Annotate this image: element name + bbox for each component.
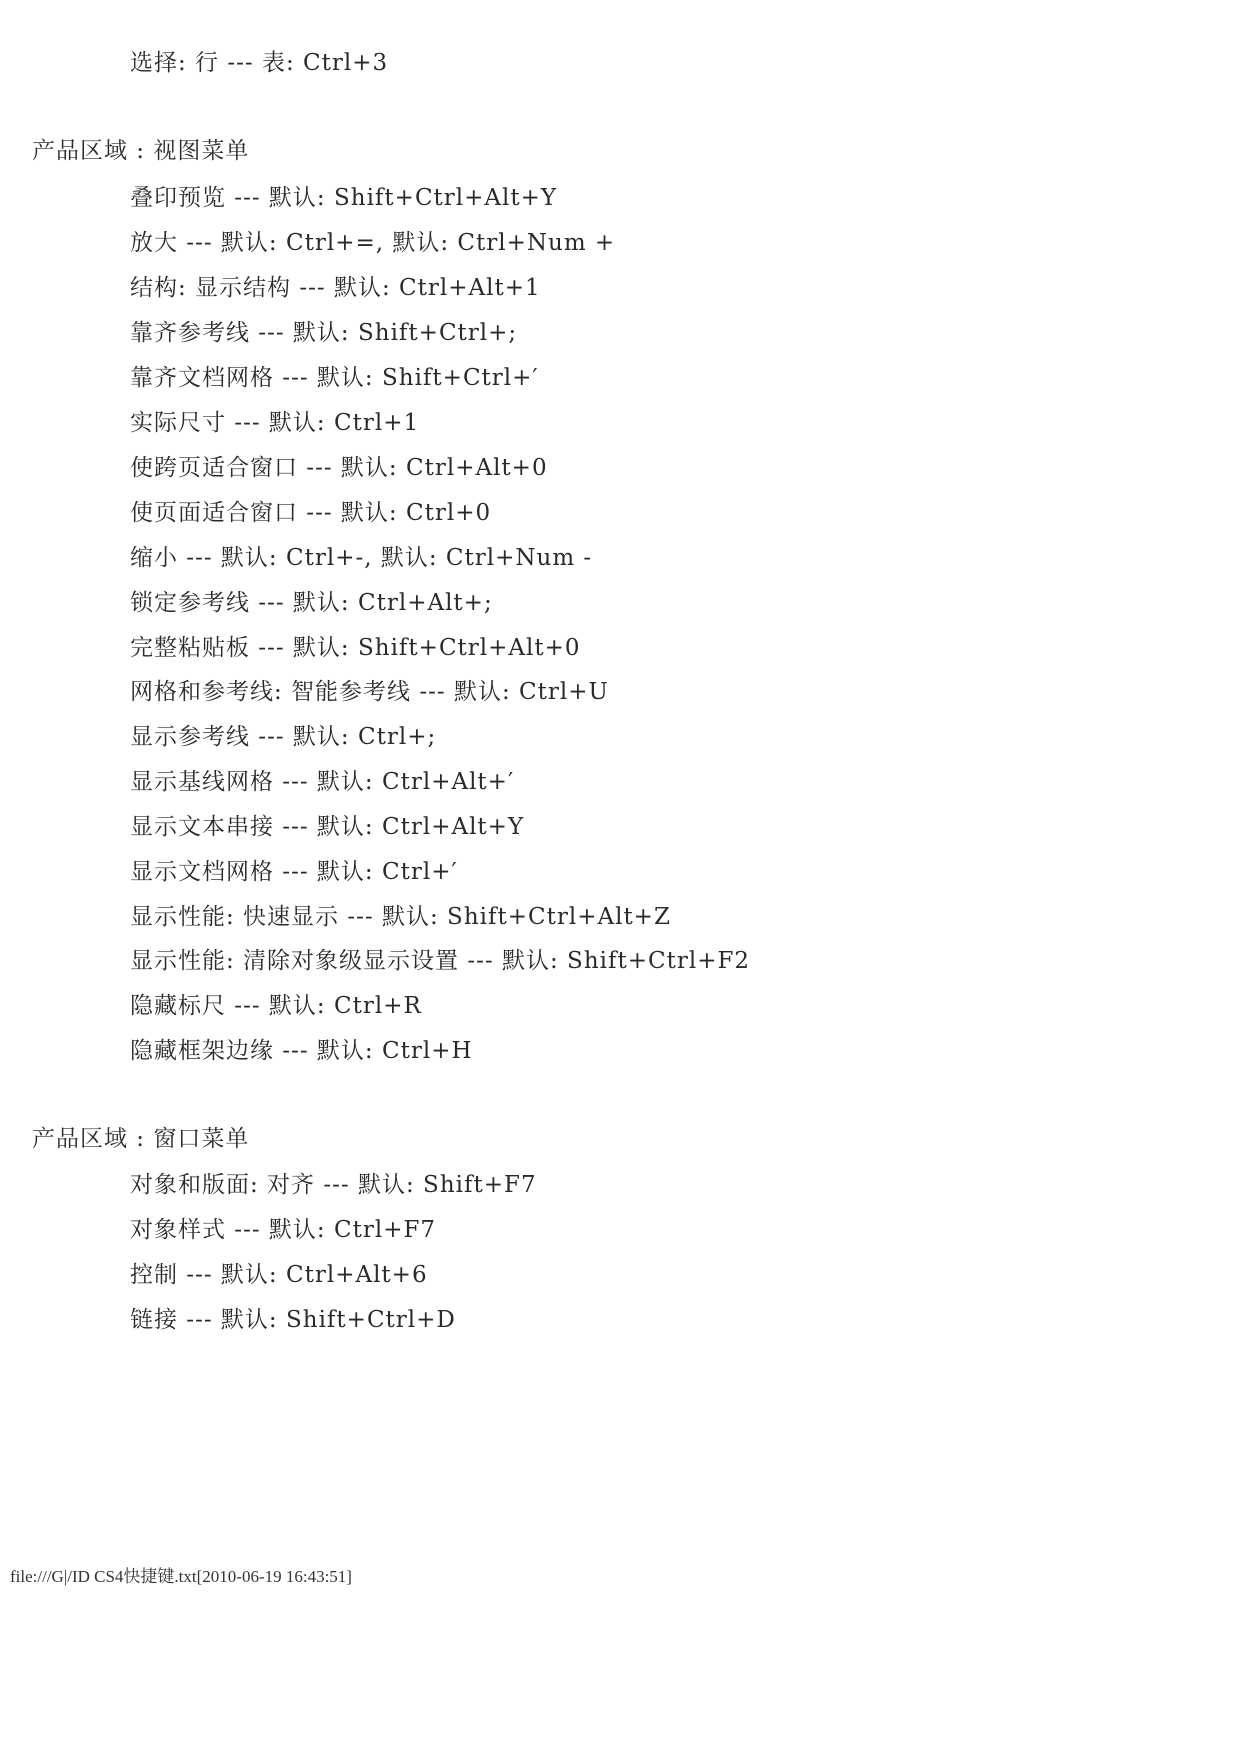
shortcut-line: 显示文档网格 --- 默认: Ctrl+′ [130,859,458,885]
shortcut-line: 实际尺寸 --- 默认: Ctrl+1 [130,410,420,436]
shortcut-line: 叠印预览 --- 默认: Shift+Ctrl+Alt+Y [130,185,558,211]
shortcut-line: 对象和版面: 对齐 --- 默认: Shift+F7 [130,1172,537,1198]
shortcut-line: 结构: 显示结构 --- 默认: Ctrl+Alt+1 [130,275,541,301]
file-path-footer: file:///G|/ID CS4快捷键.txt[2010-06-19 16:43:51] [10,1567,352,1586]
shortcut-line: 显示性能: 清除对象级显示设置 --- 默认: Shift+Ctrl+F2 [130,948,751,974]
shortcut-line: 对象样式 --- 默认: Ctrl+F7 [130,1217,437,1243]
shortcut-line: 显示参考线 --- 默认: Ctrl+; [130,724,437,750]
shortcut-line: 隐藏框架边缘 --- 默认: Ctrl+H [130,1038,473,1064]
shortcut-line: 链接 --- 默认: Shift+Ctrl+D [130,1307,456,1333]
shortcut-line: 使页面适合窗口 --- 默认: Ctrl+0 [130,500,492,526]
shortcut-line: 放大 --- 默认: Ctrl+=, 默认: Ctrl+Num + [130,230,616,256]
shortcut-line: 显示性能: 快速显示 --- 默认: Shift+Ctrl+Alt+Z [130,904,671,930]
shortcut-line: 隐藏标尺 --- 默认: Ctrl+R [130,993,422,1019]
shortcut-line: 显示文本串接 --- 默认: Ctrl+Alt+Y [130,814,525,840]
shortcut-line: 网格和参考线: 智能参考线 --- 默认: Ctrl+U [130,679,609,705]
section-heading-window-menu: 产品区域 : 窗口菜单 [32,1126,250,1152]
shortcut-line: 使跨页适合窗口 --- 默认: Ctrl+Alt+0 [130,455,548,481]
shortcut-line: 锁定参考线 --- 默认: Ctrl+Alt+; [130,590,493,616]
shortcut-line: 显示基线网格 --- 默认: Ctrl+Alt+′ [130,769,515,795]
shortcut-line: 靠齐文档网格 --- 默认: Shift+Ctrl+′ [130,365,539,391]
shortcut-line: 控制 --- 默认: Ctrl+Alt+6 [130,1262,428,1288]
shortcut-line: 靠齐参考线 --- 默认: Shift+Ctrl+; [130,320,518,346]
shortcut-line: 选择: 行 --- 表: Ctrl+3 [130,50,389,76]
shortcut-line: 缩小 --- 默认: Ctrl+-, 默认: Ctrl+Num - [130,545,593,571]
section-heading-view-menu: 产品区域 : 视图菜单 [32,138,250,164]
shortcut-line: 完整粘贴板 --- 默认: Shift+Ctrl+Alt+0 [130,635,581,661]
